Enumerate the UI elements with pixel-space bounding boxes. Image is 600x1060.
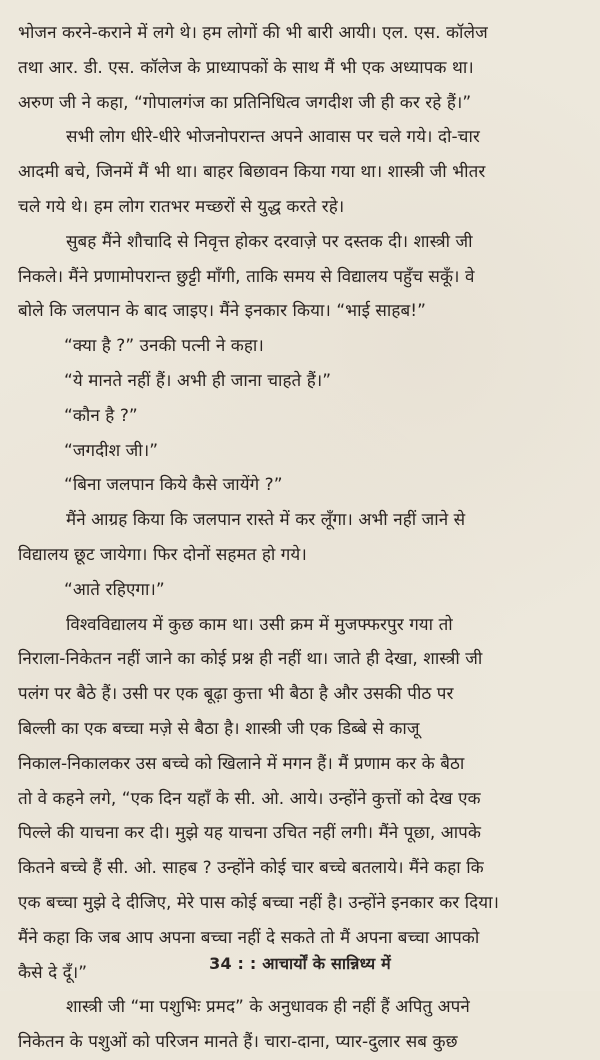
text-line: भोजन करने-कराने में लगे थे। हम लोगों की भी बारी आयी। एल. एस. कॉलेज [18,23,488,43]
text-line: तो वे कहने लगे, “एक दिन यहाँ के सी. ओ. आये। उन्होंने कुत्तों को देख एक [18,788,481,809]
text-line: निकले। मैंने प्रणामोपरान्त छुट्टी माँगी, ताकि समय से विद्यालय पहुँच सकूँ। वे [18,266,475,287]
text-line: सभी लोग धीरे-धीरे भोजनोपरान्त अपने आवास पर चले गये। दो-चार [66,127,480,148]
text-line: “जगदीश जी।” [64,440,159,461]
text-line: निकाल-निकालकर उस बच्चे को खिलाने में मगन हैं। मैं प्रणाम कर के बैठा [18,753,465,774]
text-line: मैंने कहा कि जब आप अपना बच्चा नहीं दे सकते तो मैं अपना बच्चा आपको [18,927,480,948]
text-line: तथा आर. डी. एस. कॉलेज के प्राध्यापकों के साथ मैं भी एक अध्यापक था। [18,57,474,78]
text-line: शास्त्री जी “मा पशुभिः प्रमद” के अनुधावक ही नहीं हैं अपितु अपने [66,997,470,1018]
text-line: विश्वविद्यालय में कुछ काम था। उसी क्रम में मुजफ्फरपुर गया तो [66,614,453,635]
text-line: पिल्ले की याचना कर दी। मुझे यह याचना उचित नहीं लगी। मैंने पूछा, आपके [18,823,481,844]
text-line: कितने बच्चे हैं सी. ओ. साहब ? उन्होंने कोई चार बच्चे बतलाये। मैंने कहा कि [18,858,484,879]
text-line: “बिना जलपान किये कैसे जायेंगे ?” [64,475,283,496]
text-line: आदमी बचे, जिनमें मैं भी था। बाहर बिछावन किया गया था। शास्त्री जी भीतर [18,162,486,183]
text-line: बोले कि जलपान के बाद जाइए। मैंने इनकार किया। “भाई साहब!” [18,301,426,322]
text-line: कैसे दे दूँ।” [18,962,88,983]
text-line: विद्यालय छूट जायेगा। फिर दोनों सहमत हो गये। [18,544,307,565]
text-line: निकेतन के पशुओं को परिजन मानते हैं। चारा-दाना, प्यार-दुलार सब कुछ [18,1032,458,1053]
text-line: निराला-निकेतन नहीं जाने का कोई प्रश्न ही नहीं था। जाते ही देखा, शास्त्री जी [18,649,483,670]
text-line: “क्या है ?” उनकी पत्नी ने कहा। [64,336,264,357]
text-line: बिल्ली का एक बच्चा मज़े से बैठा है। शास्त्री जी एक डिब्बे से काजू [18,718,420,739]
page-text [18,16,588,1060]
text-line: अरुण जी ने कहा, “गोपालगंज का प्रतिनिधित्व जगदीश जी ही कर रहे हैं।” [18,92,472,113]
text-line: सुबह मैंने शौचादि से निवृत्त होकर दरवाज़े पर दस्तक दी। शास्त्री जी [66,231,473,252]
text-line: “ये मानते नहीं हैं। अभी ही जाना चाहते हैं।” [64,370,332,391]
text-line: चले गये थे। हम लोग रातभर मच्छरों से युद्ध करते रहे। [18,196,345,217]
text-line: एक बच्चा मुझे दे दीजिए, मेरे पास कोई बच्चा नहीं है। उन्होंने इनकार कर दिया। [18,892,500,913]
page-footer: 34 : : आचार्यों के सान्निध्य में [209,954,391,973]
text-line: “आते रहिएगा।” [64,579,165,600]
text-line: पलंग पर बैठे हैं। उसी पर एक बूढ़ा कुत्ता भी बैठा है और उसकी पीठ पर [18,684,454,705]
text-line: “कौन है ?” [64,405,138,426]
text-line: मैंने आग्रह किया कि जलपान रास्ते में कर लूँगा। अभी नहीं जाने से [66,510,466,531]
